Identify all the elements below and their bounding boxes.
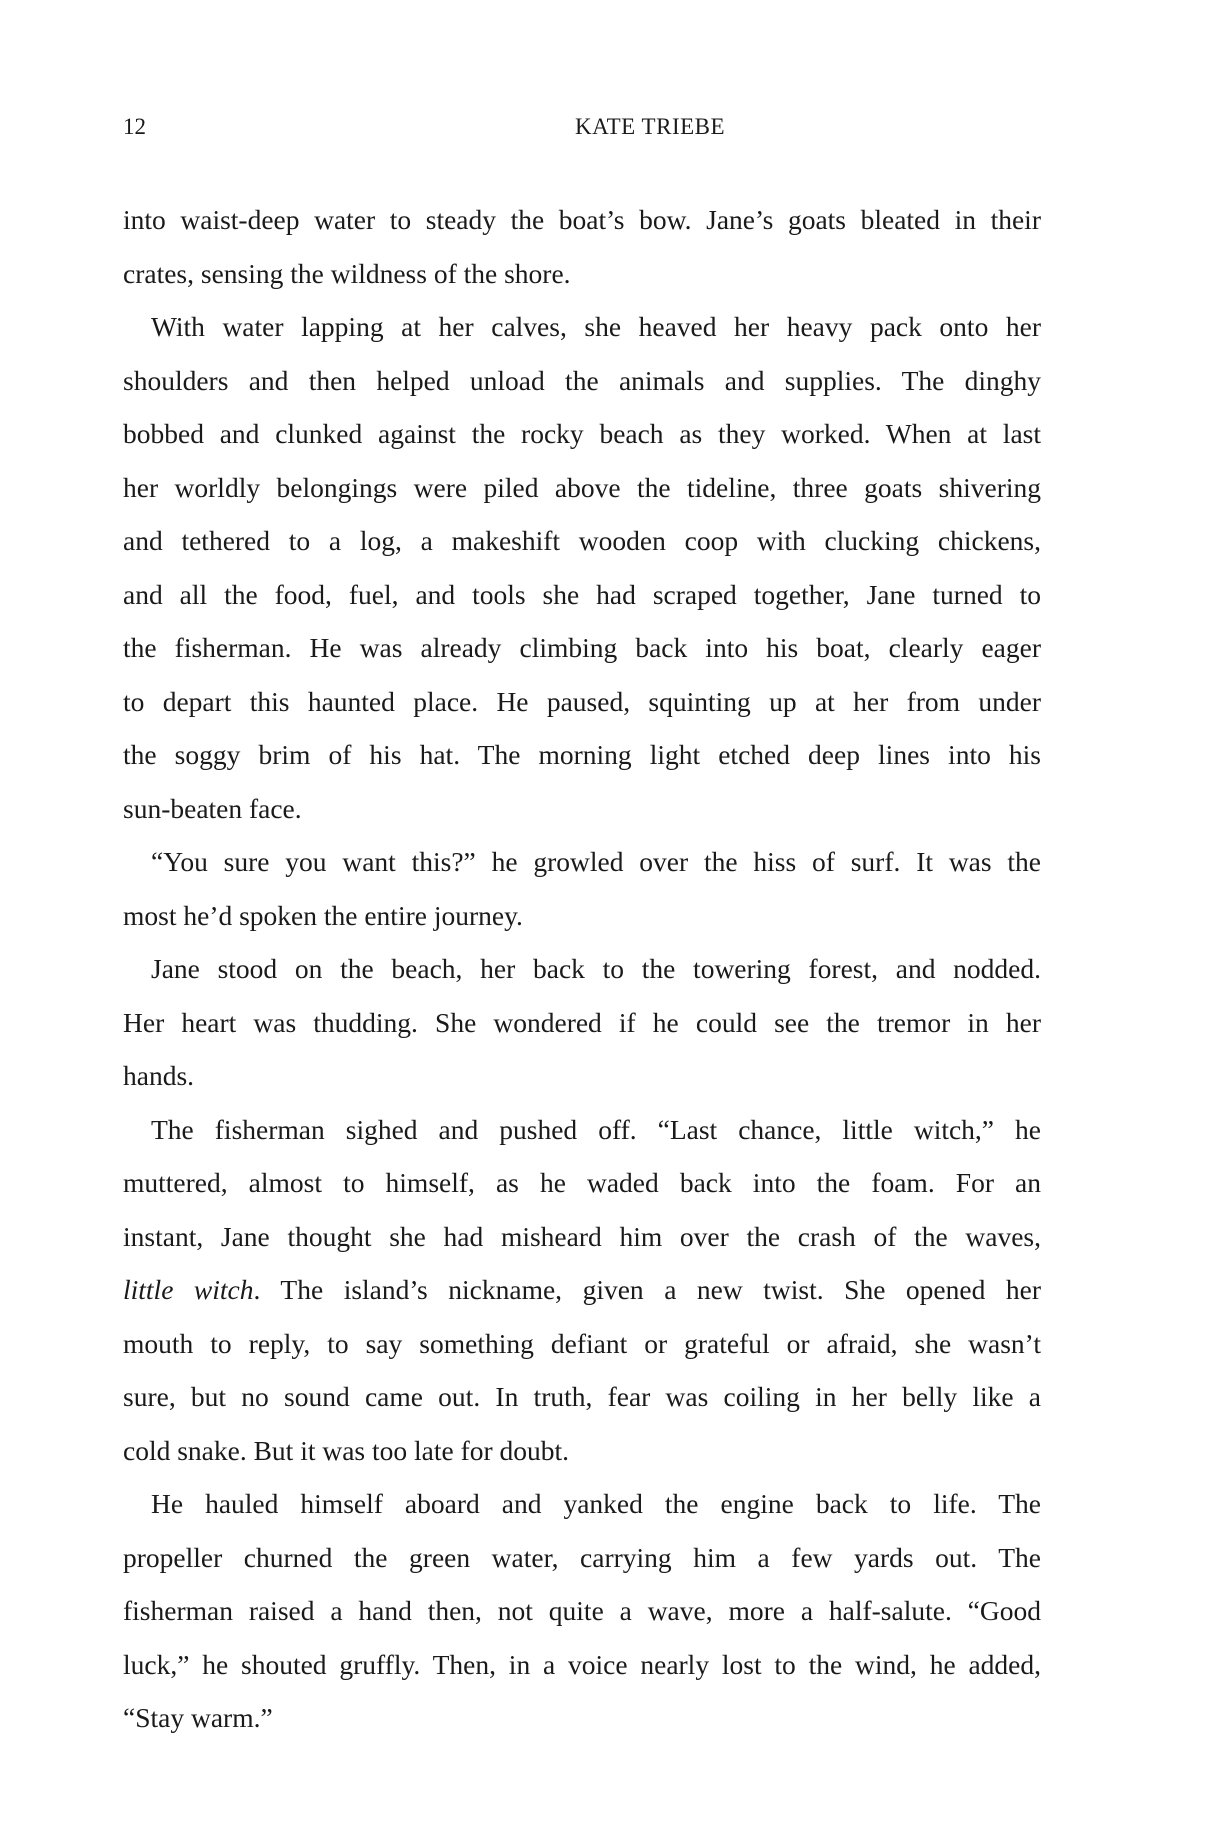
body-text [123,198,1041,1750]
text-line [123,573,1041,627]
line-text: mouth to reply, to say something defiant or grateful or afraid, she wasn’t [123,1327,1041,1359]
paragraph [123,305,1041,840]
text-line [123,359,1041,413]
text-line [123,733,1041,787]
text-line [123,519,1041,573]
page-number: 12 [123,114,146,139]
text-line [123,1589,1041,1643]
line-text: most he’d spoken the entire journey. [123,899,523,931]
line-text: sun-beaten face. [123,792,302,824]
line-text: the soggy brim of his hat. The morning light etched deep lines into his [123,739,1041,770]
line-text: Her heart was thudding. She wondered if he could see the tremor in her [123,1006,1041,1038]
line-text: instant, Jane thought she had misheard him over the crash of the waves, [123,1220,1041,1252]
line-text: cold snake. But it was too late for doubt. [123,1434,570,1466]
paragraph [123,1108,1041,1483]
text-line [123,1215,1041,1269]
line-text: to depart this haunted place. He paused, squinting up at her from under [123,685,1041,717]
text-line [123,305,1041,359]
line-text: luck,” he shouted gruffly. Then, in a voice nearly lost to the wind, he added, [123,1648,1041,1680]
line-text: her worldly belongings were piled above the tideline, three goats shivering [123,471,1041,503]
text-line [123,412,1041,466]
line-text: “Stay warm.” [123,1702,273,1733]
text-line [123,252,1041,306]
line-text: sure, but no sound came out. In truth, fear was coiling in her belly like a [123,1381,1041,1412]
text-line [123,1108,1041,1162]
line-text: He hauled himself aboard and yanked the engine back to life. The [151,1488,1041,1519]
text-line [123,1001,1041,1055]
paragraph [123,1482,1041,1750]
text-line [123,1536,1041,1590]
line-text: With water lapping at her calves, she heaved her heavy pack onto her [151,311,1041,342]
line-text: “You sure you want this?” he growled over the hiss of surf. It was the [151,846,1041,877]
running-head: KATE TRIEBE [574,114,726,139]
text-line [123,198,1041,252]
text-line [123,1375,1041,1429]
line-text: hands. [123,1060,195,1091]
text-line [123,1054,1041,1108]
paragraph [123,947,1041,1108]
line-text: the fisherman. He was already climbing back into his boat, clearly eager [123,632,1041,663]
text-line [123,626,1041,680]
line-text: muttered, almost to himself, as he waded back into the foam. For an [123,1167,1041,1198]
text-line [123,1482,1041,1536]
paragraph [123,840,1041,947]
line-text: into waist-deep water to steady the boat’s bow. Jane’s goats bleated in their [123,204,1041,235]
line-text: propeller churned the green water, carrying him a few yards out. The [123,1541,1041,1573]
text-line [123,787,1041,841]
text-line [123,1268,1041,1322]
line-text: bobbed and clunked against the rocky beach as they worked. When at last [123,418,1041,449]
line-text: shoulders and then helped unload the animals and supplies. The dinghy [123,364,1041,396]
text-line [123,1161,1041,1215]
text-line [123,1696,1041,1750]
line-text: . The island’s nickname, given a new twist. She opened her [253,1274,1041,1305]
line-text: crates, sensing the wildness of the shore. [123,257,571,289]
line-text: and all the food, fuel, and tools she had scraped together, Jane turned to [123,578,1041,610]
text-line [123,947,1041,1001]
text-line [123,1643,1041,1697]
text-line [123,680,1041,734]
line-text: Jane stood on the beach, her back to the towering forest, and nodded. [151,953,1041,984]
paragraph [123,198,1041,305]
line-text: The fisherman sighed and pushed off. “Last chance, little witch,” he [151,1113,1041,1145]
text-line [123,1322,1041,1376]
text-line [123,894,1041,948]
line-text: and tethered to a log, a makeshift wooden coop with clucking chickens, [123,525,1041,556]
text-line [123,1429,1041,1483]
text-line [123,840,1041,894]
italic-phrase: little witch [123,1274,254,1305]
line-text: fisherman raised a hand then, not quite a wave, more a half-salute. “Good [123,1595,1041,1626]
text-line [123,466,1041,520]
